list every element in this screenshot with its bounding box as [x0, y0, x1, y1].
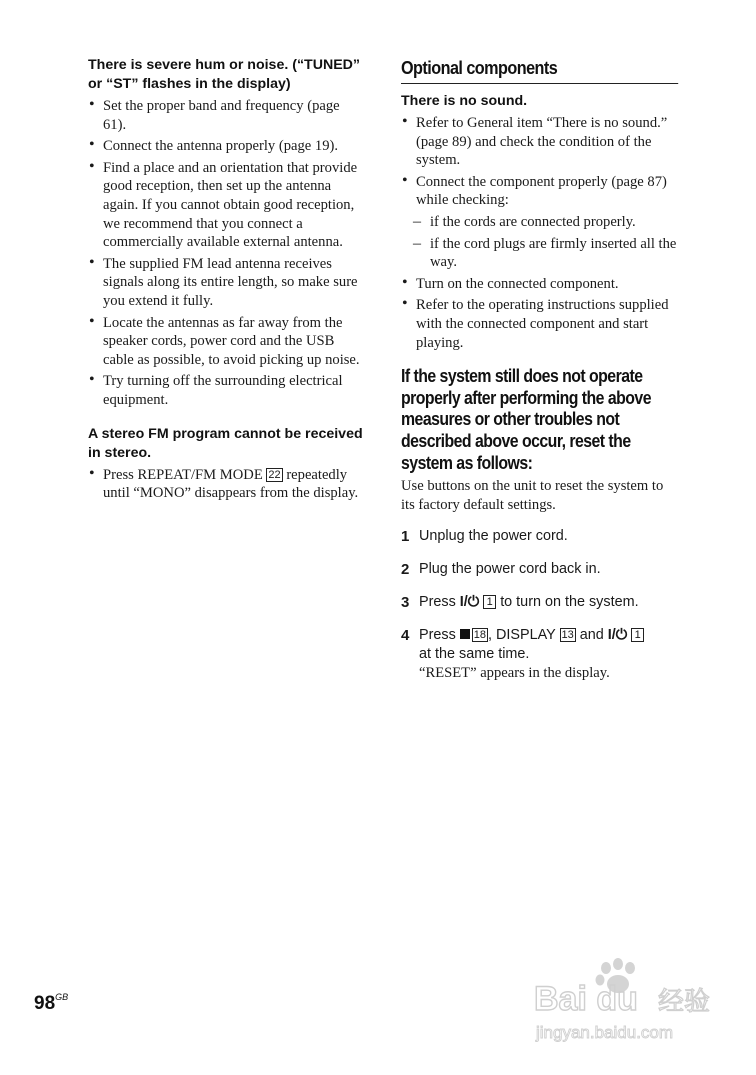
- dash-item: – if the cords are connected properly.: [401, 213, 679, 232]
- list-item: • Set the proper band and frequency (page 61).: [88, 97, 366, 134]
- reset-note: “RESET” appears in the display.: [419, 665, 610, 682]
- step-text: Unplug the power cord.: [419, 528, 568, 545]
- list-item: • Refer to the operating instructions supplied with the connected component and start playing.: [401, 296, 679, 352]
- left-column: [88, 56, 366, 506]
- section-title: Optional components: [401, 56, 678, 84]
- heading-no-sound: There is no sound.: [401, 93, 528, 109]
- step-2: [401, 560, 679, 579]
- watermark-brand: Bai du: [534, 980, 638, 1018]
- list-item: • Locate the antennas as far away from the speaker cords, power cord and the USB cable as possible, to avoid picking up noise.: [88, 314, 366, 370]
- step-number: 1: [401, 528, 410, 546]
- display-label: , DISPLAY: [488, 627, 556, 644]
- ref-number-1: 1: [483, 595, 496, 609]
- heading-hum-noise: There is severe hum or noise. (“TUNED” or “ST” flashes in the display): [88, 57, 361, 92]
- list-item: [401, 173, 679, 272]
- ref-number-22: 22: [268, 468, 281, 481]
- ref-number-13: 13: [561, 629, 574, 642]
- press-label: Press: [419, 594, 456, 611]
- watermark-cn: 经验: [658, 987, 711, 1017]
- heading-reset: If the system still does not operate properly after performing the above measures or other troubles not described above occur, reset the system as follows:: [401, 366, 651, 473]
- step-1: [401, 527, 679, 546]
- reset-steps: [401, 527, 679, 683]
- and-label: and: [579, 627, 604, 644]
- ref-number-18: 18: [473, 629, 487, 642]
- ref-number-1: 1: [631, 628, 644, 642]
- list-item: • Turn on the connected component.: [401, 275, 679, 294]
- step-4: [401, 626, 679, 683]
- baidu-watermark: [530, 958, 720, 1048]
- watermark-url: jingyan.baidu.com: [536, 1023, 674, 1042]
- connect-text: Connect the component properly (page 87) while checking:: [416, 173, 667, 209]
- list-item: • Refer to General item “There is no sound.” (page 89) and check the condition of the system.: [401, 114, 679, 170]
- list-item: • Find a place and an orientation that provide good reception, then set up the antenna again. If you cannot obtain good reception, we recommend that you connect a commercially available external antenna.: [88, 159, 366, 252]
- repeat-fm-text-cont: repeatedly until “MONO” disappears from the display.: [103, 466, 359, 502]
- dash-item: – if the cord plugs are firmly inserted all the way.: [401, 235, 679, 272]
- list-item: • Connect the antenna properly (page 19).: [88, 137, 366, 156]
- list-item: • Try turning off the surrounding electrical equipment.: [88, 372, 366, 409]
- list-item: • The supplied FM lead antenna receives signals along its entire length, so make sure you extend it fully.: [88, 255, 366, 311]
- stereo-fm-list: [88, 466, 366, 503]
- page-suffix: GB: [55, 992, 69, 1002]
- repeat-fm-text: Press REPEAT/FM MODE: [103, 466, 263, 483]
- step-text: Plug the power cord back in.: [419, 561, 601, 578]
- check-list: [401, 213, 679, 272]
- no-sound-list: [401, 114, 679, 352]
- stop-icon: [460, 629, 470, 639]
- page-number: [34, 992, 68, 1015]
- step-number: 2: [401, 561, 410, 579]
- step-text: to turn on the system.: [500, 594, 639, 611]
- page-number-value: 98: [34, 993, 56, 1014]
- heading-stereo-fm: A stereo FM program cannot be received in stereo.: [88, 425, 363, 461]
- step-number: 3: [401, 594, 410, 612]
- power-icon: I/⏻: [607, 627, 628, 644]
- step-text: at the same time.: [419, 646, 530, 663]
- right-column: [401, 56, 679, 697]
- power-icon: I/⏻: [459, 594, 480, 611]
- hum-noise-list: [88, 97, 366, 410]
- step-3: [401, 593, 679, 612]
- reset-intro: Use buttons on the unit to reset the system to its factory default settings.: [401, 478, 664, 514]
- list-item: [88, 466, 366, 503]
- press-label: Press: [419, 627, 456, 644]
- step-number: 4: [401, 627, 410, 645]
